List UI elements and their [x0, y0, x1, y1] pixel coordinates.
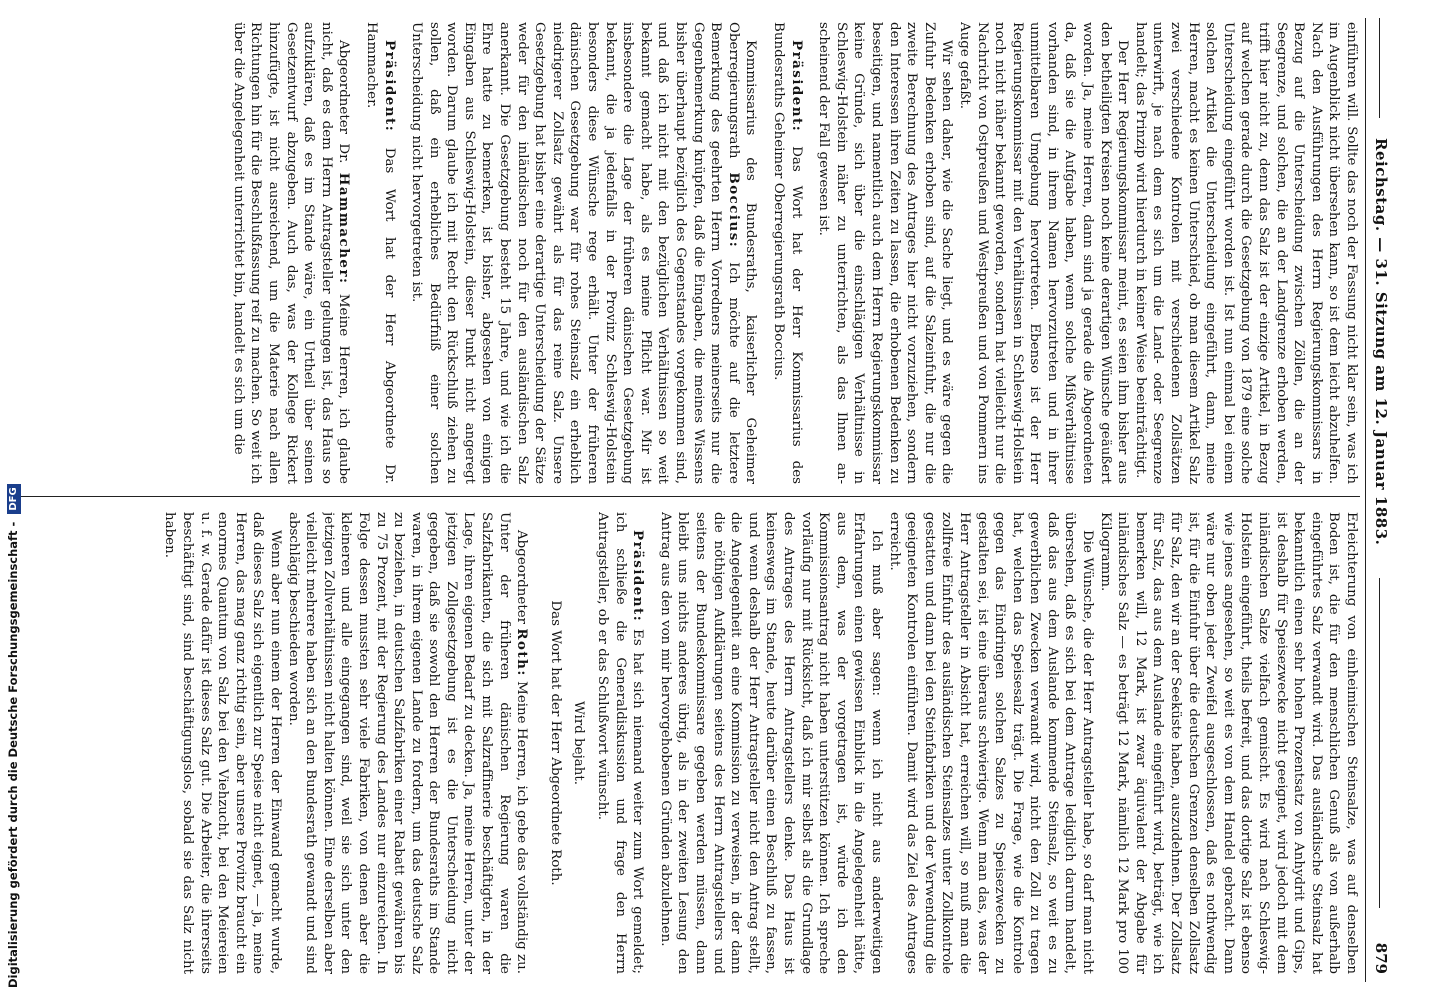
page-number: 879 — [1372, 942, 1390, 974]
speaker-name: Boccius: — [725, 172, 742, 249]
paragraph: Wenn aber nun einem der Herren der Einwand gemacht wurde, daß dieses Salz sich eigentlich zur Speise nicht eignet, — ja, meine Herren, das mag ganz richtig sein, aber unsere Provinz braucht ein enormes Quantum von Salz bei den Viehzucht, bei den Meiereien u. f. w. Gerade dafür ist dieses Salz gut. Die Arbeiter, die ihrerseits beschäftigt sind, sind beschäftigungslos, sobald sie das Salz nicht haben. — [162, 512, 283, 974]
paragraph: Wir sehen daher, wie die Sache liegt, und es wäre gegen die Zufuhr Bedenken erhoben sind, auf die Salzeinfuhr, die nur die zweite Berechnung des Antrages hier nicht vorzuziehen, sondern den Interessen ihren Zeiten zu lassen, die erhobenen Bedenken zu beseitigen, und namentlich auch dem Herrn Regierungskommissar keine Gründe, sich über die einschlägigen Verhältnisse in Schleswig-Holstein näher zu unterrichten, als das Ihnen an-scheinend der Fall gewesen ist. — [816, 22, 955, 484]
speaker-name: Präsident: — [788, 40, 805, 133]
page-header — [1365, 18, 1392, 982]
right-column — [10, 512, 1360, 974]
speaker-paragraph — [408, 22, 760, 484]
speaker-role: Abgeordneter Dr. — [336, 40, 352, 164]
left-column — [10, 22, 1360, 484]
speaker-role: Abgeordneter — [514, 530, 530, 625]
speech-text: Das Wort hat der Herr Kommissarius des Bundesraths Geheimer Oberregierungsrath Boccius. — [771, 22, 804, 484]
speaker-name: Präsident: — [381, 40, 398, 133]
stage-direction: Wird bejaht. — [571, 701, 587, 785]
running-title: Reichstag. — 31. Sitzung am 12. Januar 1883. — [1372, 138, 1390, 546]
speaker-name: Präsident: — [630, 530, 647, 623]
speaker-paragraph — [769, 22, 804, 484]
paragraph: Die Wünsche, die der Herr Antragsteller habe, so darf man nicht übersehen, daß es sich bei dem Antrage lediglich darum handelt, daß das aus dem Auslande kommende Steinsalz, so weit es zu gewerblichen Zwecken verwandt wird, nicht den Zoll zu tragen hat, welchen das Speisesalz trägt. Die Frage, wie die Kontrole gegen das Eindringen solchen Salzes zu Speisezwecken zu gestalten sei, ist eine überaus schwierige. Wenn man das, was der Herr Antragsteller in Absicht hat, erreichen will, so muß man die zollfreie Einfuhr des ausländischen Steinsalzes unter Zollkontrole gestatten und dann bei den Steinfabriken und der Verwendung die geeigneten Kontrolen einführen. Damit wird das Ziel des Antrages erreicht. — [886, 512, 1096, 974]
footer-text-wrap — [2, 0, 24, 1000]
paragraph: Erleichterung von einheimischen Steinsalze, was auf denselben Boden ist, die für den menschlichen Genuß als von außerhalb eingeführtes Salz verwandt wird. Das ausländische Steinsalz hat bekanntlich einen sehr hohen Prozentsatz von Anhydrit und Gips, ist deshalb für Speisezwecke nicht geeignet, wird jedoch mit dem inländischen Salze vielfach gemischt. Es wird nach Schleswig-Holstein eingeführt, theils befreit, und das dortige Salz ist ebenso wie jenes angesehen, so weit es von dem Handel gebracht. Dann wäre nur oben jeder Zweifel ausgeschlossen, daß es nothwendig ist, für die Einfuhr über die deutschen Grenzen denselben Zollsatz für Salz, den wir an der Seeküste haben, auszudehnen. Der Zollsatz für Salz, das aus dem Auslande eingeführt wird, beträgt, wie ich bemerken will, 12 Mark, ist zwar äquivalent der Abgabe für inländisches Salz — es beträgt 12 Mark, nämlich 12 Mark pro 100 Kilogramm. — [1097, 512, 1359, 974]
speech-text: Ich möchte auf die letztere Bemerkung des geehrten Herrn Vorredners meinerseits nur die Gegenbemerkung knüpfen, daß die Eingaben, die meines Wissens bisher überhaupt bezüglich des Gegenstandes vorgekommen sind, und daß ich nicht mit den bezüglichen Verhältnissen so weit bekannt gemacht habe, als es meine Pflicht war. Mir ist insbesondere die Lage der früheren dänischen Gesetzgebung bekannt, die ja jedenfalls in der Provinz Schleswig-Holstein besonders diese Wünsche rege erhält. Unter der früheren dänischen Gesetzgebung war für rohes Steinsalz ein erheblich niedrigerer Zollsatz gewährt als für das reine Salz. Unsere Gesetzgebung hat bisher eine derartige Unterscheidung der Sätze weder für den inländischen noch für den ausländischen Salz anerkannt. Die Gesetzgebung besteht 15 Jahre, und wie ich die Ehre hatte zu bemerken, ist bisher, abgesehen von einigen Eingaben aus Schleswig-Holstein, dieser Punkt nicht angeregt worden. Darum glaube ich mit Recht den Rückschluß ziehen zu sollen, daß ein erhebliches Bedürfniß einer solchen Unterscheidung nicht hervorgetreten ist. — [409, 22, 741, 484]
speaker-name: Hammacher: — [336, 172, 353, 285]
column-divider — [10, 496, 1360, 497]
speaker-paragraph — [229, 22, 352, 484]
digitization-footer — [2, 0, 24, 1000]
dfg-logo: DFG — [7, 484, 21, 513]
paragraph: Der Herr Regierungskommissar meint, es seien ihm bisher aus den betheiligten Kreisen noch keine derartigen Wünsche geäußert worden. Ja, meine Herren, dann sind ja gerade die Abgeordneten da, daß sie die Aufgabe haben, wenn solche Mißverhältnisse vorhanden sind, in ihrem Namen hervorzutreten und in ihrer unmittelbaren Umgebung hervortreten. Ebenso ist der Herr Regierungskommissar mit den Verhältnissen in Schleswig-Holstein noch nicht näher bekannt geworden, sondern hat vielleicht nur die Nachricht von Ostpreußen und Westpreußen und von Pommern ins Auge gefaßt. — [956, 22, 1131, 484]
speech-text: Es hat sich niemand weiter zum Wort gemeldet; ich schließe die Generaldiskussion und frage den Herrn Antragsteller, ob er das Schlußwort wünscht. — [595, 512, 646, 974]
header-rule-left — [1379, 18, 1380, 118]
paragraph: Ich muß aber sagen: wenn ich nicht aus anderweitigen Erfahrungen einen gewissen Einblick in die Angelegenheit hätte, aus dem, was der vorgetragen ist, würde ich den Kommissionsantrag nicht haben unterstützen können. Ich spreche vorläufig nur mit Rücksicht, daß ich mir selbst als die Grundlage des Antrages des Herrn Antragstellers denke. Das Haus ist keineswegs im Stande, heute darüber einen Beschluß zu fassen, und wenn deshalb der Herr Antragsteller nicht den Antrag stellt, die Angelegenheit an eine Kommission zu verweisen, in der dann die nöthigen Aufklärungen seitens des Herrn Antragstellers und seitens der Bundeskommissare gegeben werden müssen, dann bleibt uns nichts anderes übrig, als in der zweiten Lesung den Antrag aus den von mir hervorgehobenen Gründen abzulehnen. — [657, 512, 884, 974]
paragraph: einführen will. Sollte das noch der Fassung nicht klar sein, was ich im Augenblick nicht übersehen kann, so ist dem leicht abzuhelfen. Nach den Ausführungen des Herrn Regierungskommissars in Bezug auf die Unterscheidung zwischen Zöllen, die an der Seegrenze, und solchen, die an der Landgrenze erhoben werden, trifft hier nicht zu, denn das Salz ist der einzige Artikel, in Bezug auf welchen gerade durch die Gesetzgebung von 1879 eine solche Unterscheidung eingeführt worden ist. Ist nun einmal bei einem solchen Artikel die Unterscheidung eingeführt, dann, meine Herren, macht es keinen Unterschied, ob man diesem Artikel Salz zwei verschiedene Kontrolen mit verschiedenen Zollsätzen unterwirft, je nach dem es sich um die Land- oder Seegrenze handelt; das Prinzip wird hierdurch in keiner Weise beeinträchtigt. — [1132, 22, 1359, 484]
header-rule-right — [1379, 578, 1380, 908]
speech-text: Das Wort hat der Herr Abgeordnete Dr. Hammacher. — [363, 22, 397, 484]
speaker-name: Roth: — [514, 628, 531, 677]
speaker-paragraph — [284, 512, 530, 974]
paragraph: Das Wort hat der Herr Abgeordnete Roth. — [547, 600, 563, 886]
speaker-role: Kommissarius des Bundesraths, kaiserlicher Geheimer Oberregierungsrath — [725, 22, 759, 484]
speech-text: Meine Herren, ich glaube nicht, daß es dem Herrn Antragsteller gelungen ist, das Haus so aufzuklären, daß es im Stande wäre, ein Urtheil über seinen Gesetzentwurf abzugeben. Auch das, was der Kollege Rickert hinzufügte, ist nicht ausreichend, um die Materie nach allen Richtungen hin für die Beschlußfassung reif zu machen. So weit ich über die Angelegenheit unterrichtet bin, handelt es sich um die — [230, 22, 352, 484]
footer-text: Digitalisierung gefördert durch die Deutsche Forschungsgemeinschaft - — [6, 521, 20, 988]
speaker-paragraph — [593, 512, 646, 974]
speech-text: Meine Herren, ich gebe das vollständig zu. Unter der früheren dänischen Regierung waren die Salzfabrikanten, die sich mit Salzraffinerie beschäftigten, in der Lage, ihren eigenen Bedarf zu decken. Ja, meine Herren, unter der jetzigen Zollgesetzgebung ist es die Unterscheidung nicht gegeben, daß sie sowohl den Herren der Bundesraths im Stande waren, in ihrem eigenen Lande zu fordern, um das deutsche Salz zu beziehen, in deutschen Salzfabriken einer Rabatt gewähren bis zu 75 Prozent, mit der Regierung des Landes nur einzureichen. In Folge dessen mussten sehr viele Fabriken, von denen aber die kleineren und alle eingegangen sind, weil sie sich unter den jetzigen Zollverhältnissen nicht halten können. Eine derselben aber vielleicht mehrere haben sich an den Bundesrath gewandt und sind abschlägig beschieden worden. — [285, 512, 530, 974]
speaker-paragraph — [362, 22, 397, 484]
